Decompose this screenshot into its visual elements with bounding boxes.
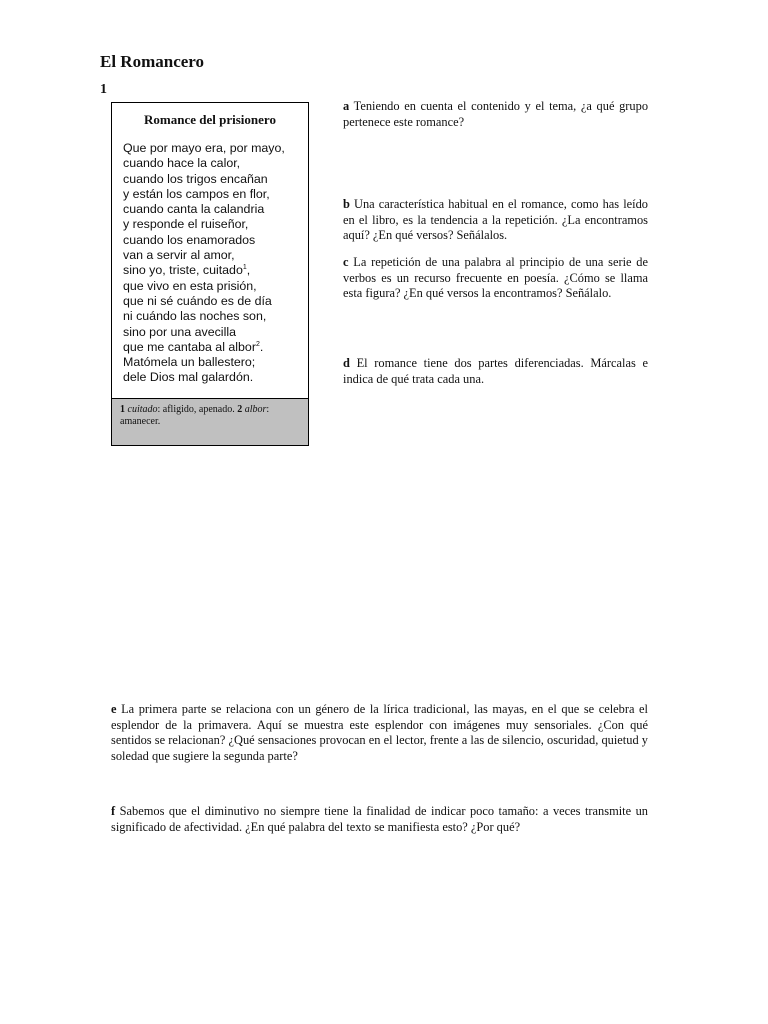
question-c [343,255,648,302]
question-d [343,356,648,387]
question-f [111,804,648,835]
poem-line: cuando los enamorados [123,232,256,247]
poem-line: cuando los trigos encañan [123,171,268,186]
question-letter: c [343,255,349,269]
question-text: La primera parte se relaciona con un género de la lírica tradicional, las mayas, en el que se celebra el esplendor de la primavera. Aquí se muestra este esplendor con imágenes muy sensoriales. ¿Con qué sentidos se relacionan? ¿Qué sensaciones provocan en el lector, frente a las de silencio, oscuridad, quietud y soledad que sugiere la segunda parte? [111,702,648,763]
poem-line-text: que me cantaba al albor [123,339,256,354]
footnote-ref: 1 [242,264,247,272]
question-a [343,99,648,130]
poem-title: Romance del prisionero [144,112,276,127]
question-e [111,702,648,764]
poem-line: y responde el ruiseñor, [123,217,249,232]
question-letter: e [111,702,117,716]
poem-line: van a servir al amor, [123,248,235,263]
poem-line: sino por una avecilla [123,324,236,339]
question-text: Teniendo en cuenta el contenido y el tema, ¿a qué grupo pertenece este romance? [343,99,649,129]
question-text: Sabemos que el diminutivo no siempre tiene la finalidad de indicar poco tamaño: a veces transmite un significado de afectividad. ¿En qué palabra del texto se manifiesta esto? ¿Por qué? [111,804,648,834]
question-text: El romance tiene dos partes diferenciadas. Márcalas e indica de qué trata cada una. [343,356,648,386]
question-text: La repetición de una palabra al principio de una serie de verbos es un recurso frecuente en poesía. ¿Cómo se llama esta figura? ¿En qué versos la encontramos? Señálalo. [343,255,648,300]
footnote-definition: : amanecer. [120,404,270,427]
poem-verses [112,141,308,386]
question-letter: a [343,99,350,113]
footnote-number: 2 [237,404,243,415]
poem-line: cuando canta la calandria [123,202,265,217]
footnote-word: albor [244,404,267,415]
question-letter: f [111,804,116,818]
question-text: Una característica habitual en el romance, como has leído en el libro, es la tendencia a la repetición. ¿La encontramos aquí? ¿En qué versos? Señálalos. [343,197,648,242]
poem-line: que me cantaba al albor$^2$. [123,339,264,354]
footnote-word: cuitado [127,404,158,415]
poem-line: ni cuándo las noches son, [123,309,267,324]
footnote-definition: : afligido, apenado. [157,404,235,415]
poem-line: y están los campos en flor, [123,186,270,201]
exercise-number: 1 [100,82,107,97]
poem-line: sino yo, triste, cuitado$^1$, [123,263,251,278]
question-b [343,197,648,244]
question-letter: d [343,356,350,370]
footnote-ref: 2 [255,340,260,348]
poem-line: Matómela un ballestero; [123,355,256,370]
poem-line: que vivo en esta prisión, [123,278,257,293]
poem-line-text: sino yo, triste, cuitado [123,263,243,278]
poem-line: cuando hace la calor, [123,156,241,171]
page-title: El Romancero [100,52,205,71]
footnote-number: 1 [120,404,125,415]
footnote-box [112,398,308,445]
poem-line: que ni sé cuándo es de día [123,293,272,308]
poem-box [111,102,309,446]
poem-line: Que por mayo era, por mayo, [123,141,285,155]
poem-line: dele Dios mal galardón. [123,370,254,385]
question-letter: b [343,197,350,211]
